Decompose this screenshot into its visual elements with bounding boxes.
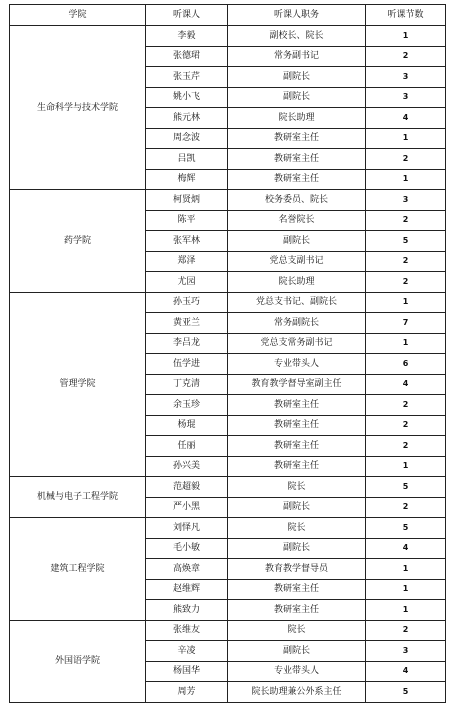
header-row — [10, 5, 446, 26]
position-cell: 副院长 — [228, 641, 366, 662]
session-count-cell: 2 — [366, 497, 446, 518]
attendee-cell: 严小黑 — [146, 497, 228, 518]
session-count-cell: 2 — [366, 272, 446, 293]
session-count-cell: 2 — [366, 251, 446, 272]
position-cell: 院长 — [228, 518, 366, 539]
position-cell: 党总支书记、副院长 — [228, 292, 366, 313]
college-cell: 药学院 — [10, 190, 146, 293]
session-count-cell: 6 — [366, 354, 446, 375]
header-session-count: 听课节数 — [366, 5, 446, 26]
position-cell: 副院长 — [228, 67, 366, 88]
position-cell: 常务副院长 — [228, 313, 366, 334]
position-cell: 教研室主任 — [228, 415, 366, 436]
session-count-cell: 1 — [366, 292, 446, 313]
session-count-cell: 2 — [366, 149, 446, 170]
table-row — [10, 190, 446, 211]
session-count-cell: 1 — [366, 579, 446, 600]
position-cell: 副院长 — [228, 87, 366, 108]
position-cell: 党总支常务副书记 — [228, 333, 366, 354]
position-cell: 党总支副书记 — [228, 251, 366, 272]
header-college: 学院 — [10, 5, 146, 26]
attendee-cell: 赵维辉 — [146, 579, 228, 600]
session-count-cell: 1 — [366, 456, 446, 477]
position-cell: 院长 — [228, 620, 366, 641]
attendee-cell: 梅辉 — [146, 169, 228, 190]
table-body — [10, 26, 446, 703]
position-cell: 教研室主任 — [228, 600, 366, 621]
attendee-cell: 丁克清 — [146, 374, 228, 395]
attendee-cell: 孙玉巧 — [146, 292, 228, 313]
college-cell: 生命科学与技术学院 — [10, 26, 146, 190]
session-count-cell: 1 — [366, 600, 446, 621]
college-cell: 机械与电子工程学院 — [10, 477, 146, 518]
position-cell: 校务委员、院长 — [228, 190, 366, 211]
session-count-cell: 2 — [366, 210, 446, 231]
position-cell: 专业带头人 — [228, 661, 366, 682]
attendee-cell: 高焕章 — [146, 559, 228, 580]
position-cell: 教研室主任 — [228, 456, 366, 477]
session-count-cell: 1 — [366, 169, 446, 190]
attendee-cell: 周芳 — [146, 682, 228, 703]
position-cell: 名誉院长 — [228, 210, 366, 231]
attendee-cell: 辛凌 — [146, 641, 228, 662]
session-count-cell: 2 — [366, 415, 446, 436]
session-count-cell: 4 — [366, 374, 446, 395]
session-count-cell: 1 — [366, 559, 446, 580]
position-cell: 院长助理 — [228, 108, 366, 129]
attendee-cell: 姚小飞 — [146, 87, 228, 108]
session-count-cell: 3 — [366, 87, 446, 108]
attendee-cell: 毛小敏 — [146, 538, 228, 559]
position-cell: 副院长 — [228, 497, 366, 518]
table-row — [10, 26, 446, 47]
session-count-cell: 3 — [366, 67, 446, 88]
attendee-cell: 张德珺 — [146, 46, 228, 67]
attendee-cell: 刘怿凡 — [146, 518, 228, 539]
attendee-cell: 余玉珍 — [146, 395, 228, 416]
session-count-cell: 4 — [366, 108, 446, 129]
session-count-cell: 2 — [366, 620, 446, 641]
college-cell: 建筑工程学院 — [10, 518, 146, 621]
attendee-cell: 周念波 — [146, 128, 228, 149]
session-count-cell: 4 — [366, 661, 446, 682]
attendee-cell: 张维友 — [146, 620, 228, 641]
attendee-cell: 李吕龙 — [146, 333, 228, 354]
position-cell: 专业带头人 — [228, 354, 366, 375]
table-header — [10, 5, 446, 26]
session-count-cell: 2 — [366, 436, 446, 457]
session-count-cell: 3 — [366, 641, 446, 662]
position-cell: 教研室主任 — [228, 579, 366, 600]
attendee-cell: 张玉芹 — [146, 67, 228, 88]
attendee-cell: 郑泽 — [146, 251, 228, 272]
attendee-cell: 黄亚兰 — [146, 313, 228, 334]
attendee-cell: 杨国华 — [146, 661, 228, 682]
session-count-cell: 5 — [366, 518, 446, 539]
attendee-cell: 伍学进 — [146, 354, 228, 375]
attendee-cell: 陈平 — [146, 210, 228, 231]
session-count-cell: 7 — [366, 313, 446, 334]
attendee-cell: 熊致力 — [146, 600, 228, 621]
table-row — [10, 292, 446, 313]
session-count-cell: 1 — [366, 26, 446, 47]
table-row — [10, 518, 446, 539]
session-count-cell: 5 — [366, 682, 446, 703]
position-cell: 副校长、院长 — [228, 26, 366, 47]
position-cell: 教研室主任 — [228, 169, 366, 190]
position-cell: 教研室主任 — [228, 149, 366, 170]
session-count-cell: 1 — [366, 333, 446, 354]
session-count-cell: 2 — [366, 395, 446, 416]
attendee-cell: 范超毅 — [146, 477, 228, 498]
attendee-cell: 李毅 — [146, 26, 228, 47]
table-row — [10, 620, 446, 641]
college-cell: 管理学院 — [10, 292, 146, 477]
position-cell: 教研室主任 — [228, 395, 366, 416]
position-cell: 教研室主任 — [228, 128, 366, 149]
attendee-cell: 张军林 — [146, 231, 228, 252]
session-count-cell: 2 — [366, 46, 446, 67]
position-cell: 院长助理兼公外系主任 — [228, 682, 366, 703]
session-count-cell: 4 — [366, 538, 446, 559]
attendee-cell: 孙兴美 — [146, 456, 228, 477]
attendee-cell: 吕凯 — [146, 149, 228, 170]
position-cell: 院长 — [228, 477, 366, 498]
position-cell: 院长助理 — [228, 272, 366, 293]
position-cell: 教育教学督导员 — [228, 559, 366, 580]
position-cell: 副院长 — [228, 538, 366, 559]
header-attendee: 听课人 — [146, 5, 228, 26]
position-cell: 教研室主任 — [228, 436, 366, 457]
position-cell: 教育教学督导室副主任 — [228, 374, 366, 395]
session-count-cell: 5 — [366, 477, 446, 498]
college-cell: 外国语学院 — [10, 620, 146, 702]
attendee-cell: 柯贤炳 — [146, 190, 228, 211]
attendee-cell: 熊元林 — [146, 108, 228, 129]
lecture-attendance-table — [9, 4, 446, 703]
attendee-cell: 任丽 — [146, 436, 228, 457]
position-cell: 副院长 — [228, 231, 366, 252]
table-row — [10, 477, 446, 498]
session-count-cell: 5 — [366, 231, 446, 252]
attendee-cell: 杨琨 — [146, 415, 228, 436]
session-count-cell: 1 — [366, 128, 446, 149]
header-position: 听课人职务 — [228, 5, 366, 26]
attendee-cell: 尤园 — [146, 272, 228, 293]
session-count-cell: 3 — [366, 190, 446, 211]
position-cell: 常务副书记 — [228, 46, 366, 67]
